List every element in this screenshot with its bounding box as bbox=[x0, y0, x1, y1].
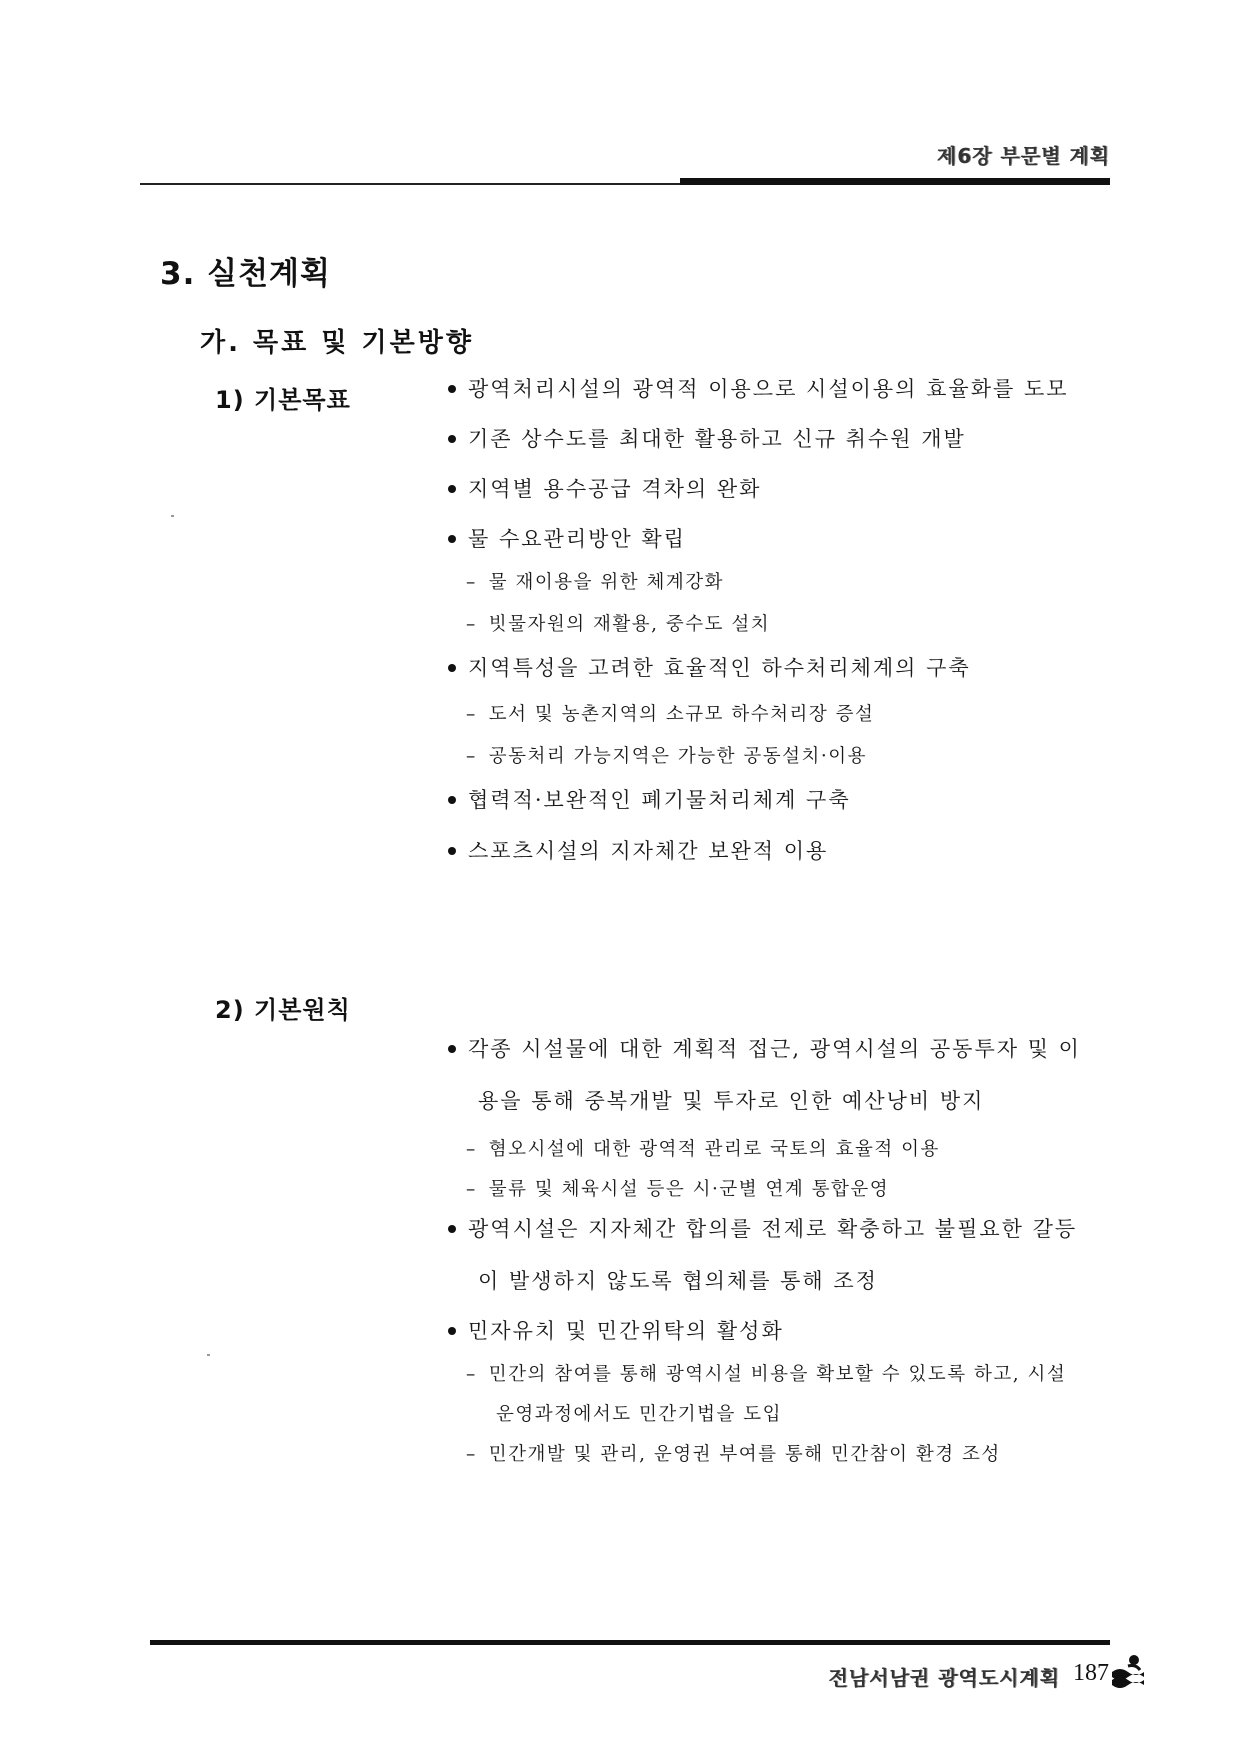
dash-icon: – bbox=[466, 572, 477, 593]
dash-icon: – bbox=[466, 1179, 477, 1200]
sub-item: – 빗물자원의 재활용, 중수도 설치 bbox=[466, 614, 771, 635]
bullet-icon bbox=[448, 485, 456, 493]
list-item: 스포츠시설의 지자체간 보완적 이용 bbox=[448, 835, 828, 865]
bullet-icon bbox=[448, 1327, 456, 1335]
list-item: 민자유치 및 민간위탁의 활성화 bbox=[448, 1315, 784, 1345]
list-item: 광역처리시설의 광역적 이용으로 시설이용의 효율화를 도모 bbox=[448, 373, 1069, 403]
sub-item: – 공동처리 가능지역은 가능한 공동설치·이용 bbox=[466, 746, 867, 767]
sub-item: – 도서 및 농촌지역의 소규모 하수처리장 증설 bbox=[466, 704, 875, 725]
bullet-icon bbox=[448, 435, 456, 443]
dash-icon: – bbox=[466, 704, 477, 725]
sub-item: – 물 재이용을 위한 체계강화 bbox=[466, 572, 724, 593]
subsection-title: 가. 목표 및 기본방향 bbox=[200, 328, 474, 358]
dash-icon: – bbox=[466, 614, 477, 635]
scan-speck bbox=[171, 515, 174, 517]
bullet-icon bbox=[448, 796, 456, 804]
list-item: 협력적·보완적인 폐기물처리체계 구축 bbox=[448, 784, 851, 814]
header-rule bbox=[140, 183, 680, 185]
sub-item: – 민간개발 및 관리, 운영권 부여를 통해 민간참이 환경 조성 bbox=[466, 1444, 1001, 1465]
dash-icon: – bbox=[466, 1444, 477, 1465]
list-item: 지역별 용수공급 격차의 완화 bbox=[448, 473, 761, 503]
bullet-icon bbox=[448, 535, 456, 543]
principles-heading: 2) 기본원칙 bbox=[215, 996, 351, 1024]
footer-rule bbox=[150, 1640, 1110, 1645]
list-item: 지역특성을 고려한 효율적인 하수처리체계의 구축 bbox=[448, 652, 971, 682]
list-item: 광역시설은 지자체간 합의를 전제로 확충하고 불필요한 갈등 bbox=[448, 1213, 1077, 1243]
dash-icon: – bbox=[466, 1364, 477, 1385]
bullet-icon bbox=[448, 385, 456, 393]
wave-figure-logo-icon bbox=[1108, 1652, 1148, 1692]
scan-speck bbox=[207, 1354, 210, 1356]
bullet-icon bbox=[448, 664, 456, 672]
list-item-continuation: 용을 통해 중복개발 및 투자로 인한 예산낭비 방지 bbox=[478, 1089, 985, 1113]
section-title: 3. 실천계획 bbox=[160, 256, 331, 292]
list-item: 각종 시설물에 대한 계획적 접근, 광역시설의 공동투자 및 이 bbox=[448, 1033, 1081, 1063]
list-item-continuation: 이 발생하지 않도록 협의체를 통해 조정 bbox=[478, 1269, 878, 1293]
sub-item-continuation: 운영과정에서도 민간기법을 도입 bbox=[496, 1404, 782, 1425]
page-number: 187 bbox=[1073, 1660, 1109, 1686]
dash-icon: – bbox=[466, 746, 477, 767]
bullet-icon bbox=[448, 847, 456, 855]
chapter-header: 제6장 부문별 계획 bbox=[936, 144, 1110, 168]
bullet-icon bbox=[448, 1225, 456, 1233]
list-item: 기존 상수도를 최대한 활용하고 신규 취수원 개발 bbox=[448, 423, 966, 453]
dash-icon: – bbox=[466, 1139, 477, 1160]
footer-title: 전남서남권 광역도시계획 bbox=[828, 1666, 1060, 1690]
header-rule-thick bbox=[680, 178, 1110, 185]
sub-item: – 물류 및 체육시설 등은 시·군별 연계 통합운영 bbox=[466, 1179, 890, 1200]
sub-item: – 혐오시설에 대한 광역적 관리로 국토의 효율적 이용 bbox=[466, 1139, 940, 1160]
goals-heading: 1) 기본목표 bbox=[215, 386, 351, 414]
bullet-icon bbox=[448, 1045, 456, 1053]
list-item: 물 수요관리방안 확립 bbox=[448, 523, 686, 553]
sub-item: – 민간의 참여를 통해 광역시설 비용을 확보할 수 있도록 하고, 시설 bbox=[466, 1364, 1067, 1385]
